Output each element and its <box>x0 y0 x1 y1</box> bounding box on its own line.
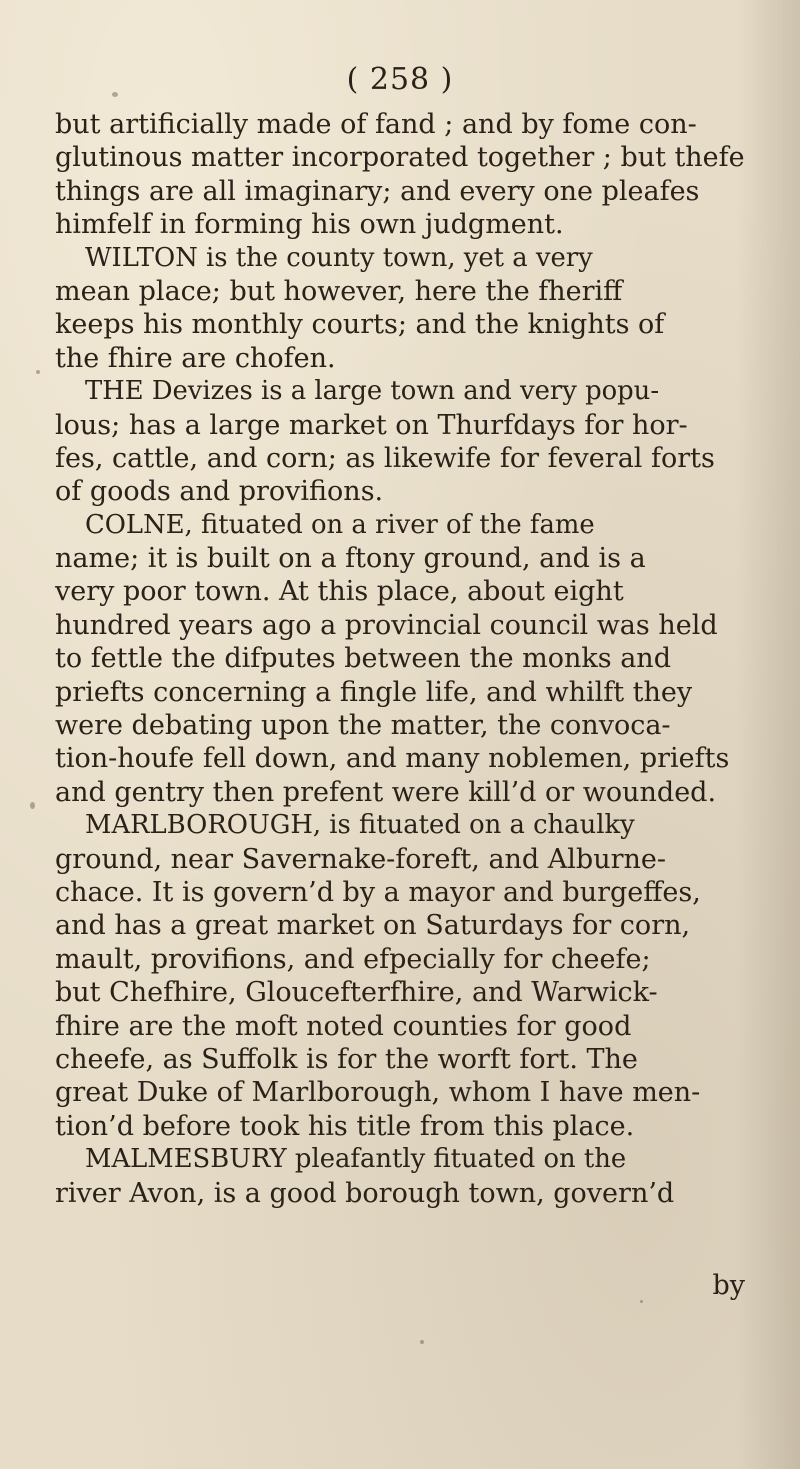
text-line: name; it is built on a ftony ground, and is a <box>55 543 646 575</box>
text-line: priefts concerning a fingle life, and whilft they <box>55 676 693 708</box>
text-line: ground, near Savernake-foreft, and Alburne- <box>55 843 667 875</box>
text-line: and has a great market on Saturdays for corn, <box>55 910 691 942</box>
text-line: cheefe, as Suffolk is for the worft fort. The <box>55 1043 638 1075</box>
paper-speck <box>30 802 35 809</box>
text-line: the fhire are chofen. <box>55 342 336 374</box>
text-line-colne: COLNE, fituated on a river of the fame <box>85 509 595 540</box>
catchword: by <box>712 1270 745 1301</box>
text-line: river Avon, is a good borough town, govern’d <box>55 1177 675 1209</box>
text-line: mault, provifions, and efpecially for cheefe; <box>55 943 651 975</box>
page-number: ( 258 ) <box>346 62 454 97</box>
text-line-wilton: WILTON is the county town, yet a very <box>85 242 593 273</box>
text-line: chace. It is govern’d by a mayor and burgeffes, <box>55 876 701 908</box>
paper-speck <box>36 370 40 374</box>
text-line: glutinous matter incorporated together ; but thefe <box>55 142 745 174</box>
text-line: and gentry then prefent were kill’d or wounded. <box>55 776 717 808</box>
text-line: things are all imaginary; and every one pleafes <box>55 175 700 207</box>
text-line: himfelf in forming his own judgment. <box>55 209 564 241</box>
text-line: fhire are the moft noted counties for good <box>55 1010 632 1042</box>
text-line: very poor town. At this place, about eight <box>55 576 624 608</box>
text-line: of goods and provifions. <box>55 476 384 508</box>
text-line: tion’d before took his title from this place. <box>55 1110 635 1142</box>
text-line-malmesbury: MALMESBURY pleafantly fituated on the <box>85 1144 627 1175</box>
paper-speck <box>420 1340 424 1344</box>
text-line-devizes: THE Devizes is a large town and very popu- <box>85 376 660 407</box>
text-line: but artificially made of fand ; and by fome con- <box>55 109 697 140</box>
text-line: lous; has a large market on Thurfdays for hor- <box>55 409 688 441</box>
text-line: fes, cattle, and corn; as likewife for feveral forts <box>55 442 715 474</box>
text-line: tion-houfe fell down, and many noblemen, priefts <box>55 743 730 775</box>
text-line: were debating upon the matter, the convoca- <box>55 710 671 742</box>
text-line: mean place; but however, here the fheriff <box>55 275 623 307</box>
text-line: hundred years ago a provincial council was held <box>55 609 718 641</box>
text-line: but Chefhire, Gloucefterfhire, and Warwick- <box>55 977 658 1009</box>
body-text <box>55 108 745 1210</box>
catchword-row <box>0 1270 800 1310</box>
text-line: keeps his monthly courts; and the knights of <box>55 309 665 341</box>
text-line-marlborough: MARLBOROUGH, is fituated on a chaulky <box>85 810 635 841</box>
text-line: to fettle the difputes between the monks and <box>55 643 671 675</box>
text-line: great Duke of Marlborough, whom I have men- <box>55 1077 701 1109</box>
